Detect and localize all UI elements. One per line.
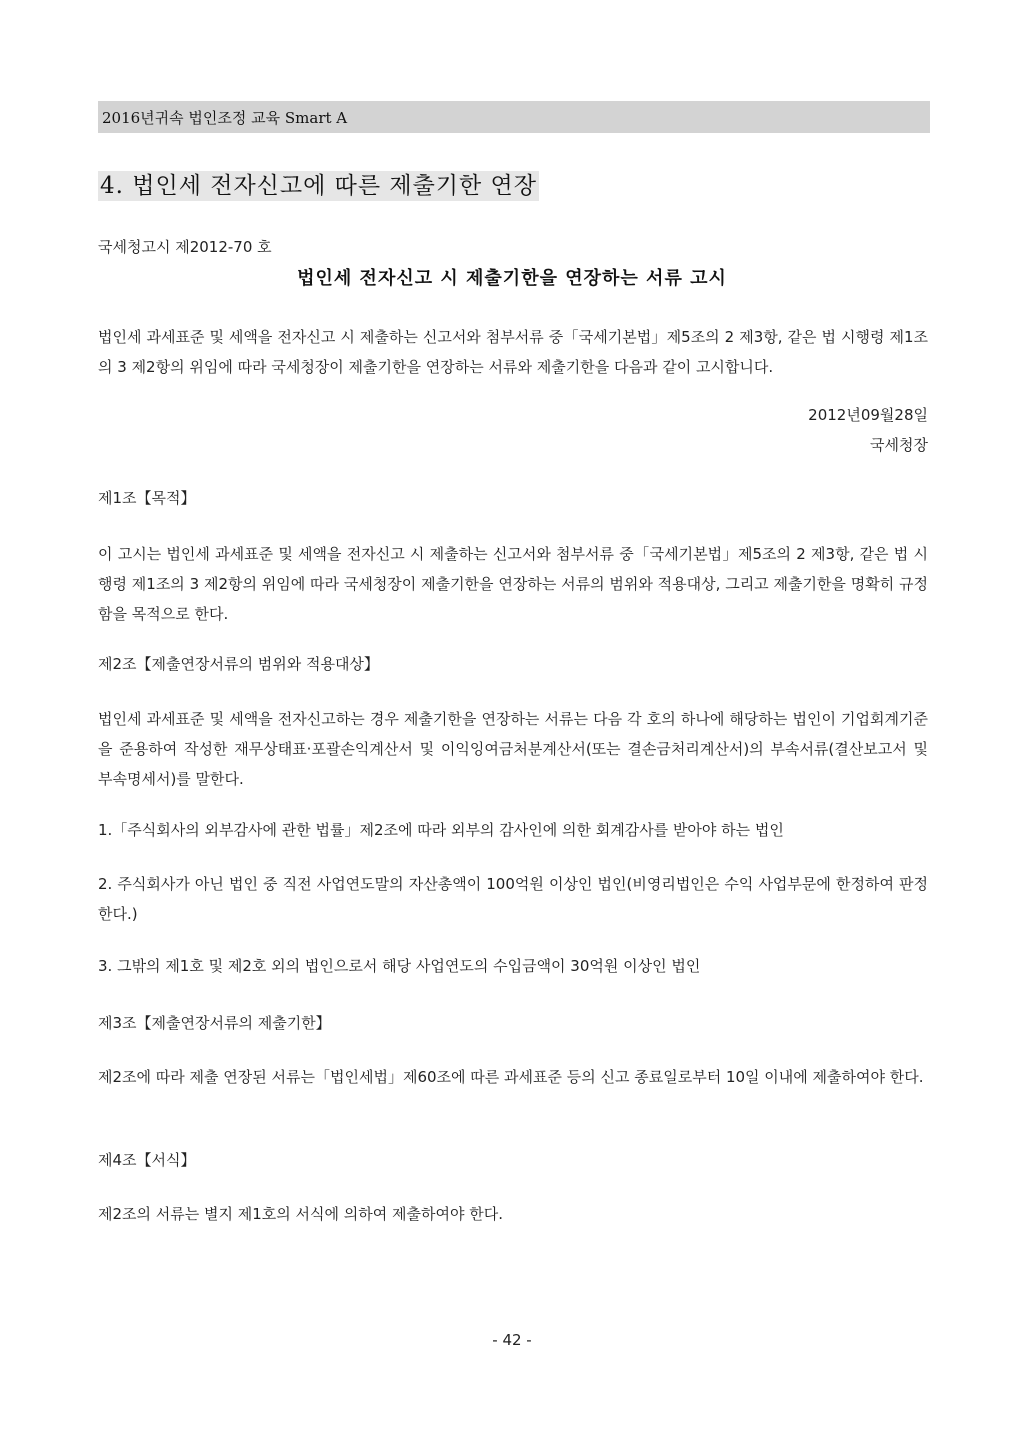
- article-3-heading: 제3조【제출연장서류의 제출기한】: [98, 1014, 331, 1032]
- article-1-body: 이 고시는 법인세 과세표준 및 세액을 전자신고 시 제출하는 신고서와 첨부서류 중「국세기본법」제5조의 2 제3항, 같은 법 시행령 제1조의 3 제2항의 위임에 따라 국세청장이 제출기한을 연장하는 서류의 범위와 적용대상, 그리고 제출기한을 명확히 규정함을 목적으로 한다.: [98, 545, 928, 623]
- notice-intro: 법인세 과세표준 및 세액을 전자신고 시 제출하는 신고서와 첨부서류 중「국세기본법」제5조의 2 제3항, 같은 법 시행령 제1조의 3 제2항의 위임에 따라 국세청장이 제출기한을 연장하는 서류와 제출기한을 다음과 같이 고시합니다.: [98, 328, 928, 376]
- article-2-heading: 제2조【제출연장서류의 범위와 적용대상】: [98, 655, 379, 673]
- notice-issuer: 국세청장: [870, 436, 928, 454]
- article-2-item-3: 3. 그밖의 제1호 및 제2호 외의 법인으로서 해당 사업연도의 수입금액이 30억원 이상인 법인: [98, 957, 701, 975]
- article-4-heading: 제4조【서식】: [98, 1151, 196, 1169]
- section-title: 4. 법인세 전자신고에 따른 제출기한 연장: [100, 173, 537, 199]
- article-4-body: 제2조의 서류는 별지 제1호의 서식에 의하여 제출하여야 한다.: [98, 1205, 503, 1223]
- article-1-heading: 제1조【목적】: [98, 489, 196, 507]
- article-3-body: 제2조에 따라 제출 연장된 서류는「법인세법」제60조에 따른 과세표준 등의 신고 종료일로부터 10일 이내에 제출하여야 한다.: [98, 1068, 924, 1086]
- notice-date: 2012년09월28일: [808, 406, 928, 424]
- notice-title: 법인세 전자신고 시 제출기한을 연장하는 서류 고시: [297, 268, 727, 289]
- running-header: 2016년귀속 법인조정 교육 Smart A: [98, 101, 930, 133]
- article-2-item-2: 2. 주식회사가 아닌 법인 중 직전 사업연도말의 자산총액이 100억원 이상인 법인(비영리법인은 수익 사업부문에 한정하여 판정한다.): [98, 875, 928, 923]
- article-2-item-1: 1.「주식회사의 외부감사에 관한 법률」제2조에 따라 외부의 감사인에 의한 회계감사를 받아야 하는 법인: [98, 821, 784, 839]
- notice-number: 국세청고시 제2012-70 호: [98, 238, 272, 256]
- page-number: - 42 -: [492, 1331, 532, 1349]
- article-2-body: 법인세 과세표준 및 세액을 전자신고하는 경우 제출기한을 연장하는 서류는 다음 각 호의 하나에 해당하는 법인이 기업회계기준을 준용하여 작성한 재무상태표·포괄손익계산서 및 이익잉여금처분계산서(또는 결손금처리계산서)의 부속서류(결산보고서 및 부속명세서)를 말한다.: [98, 710, 928, 788]
